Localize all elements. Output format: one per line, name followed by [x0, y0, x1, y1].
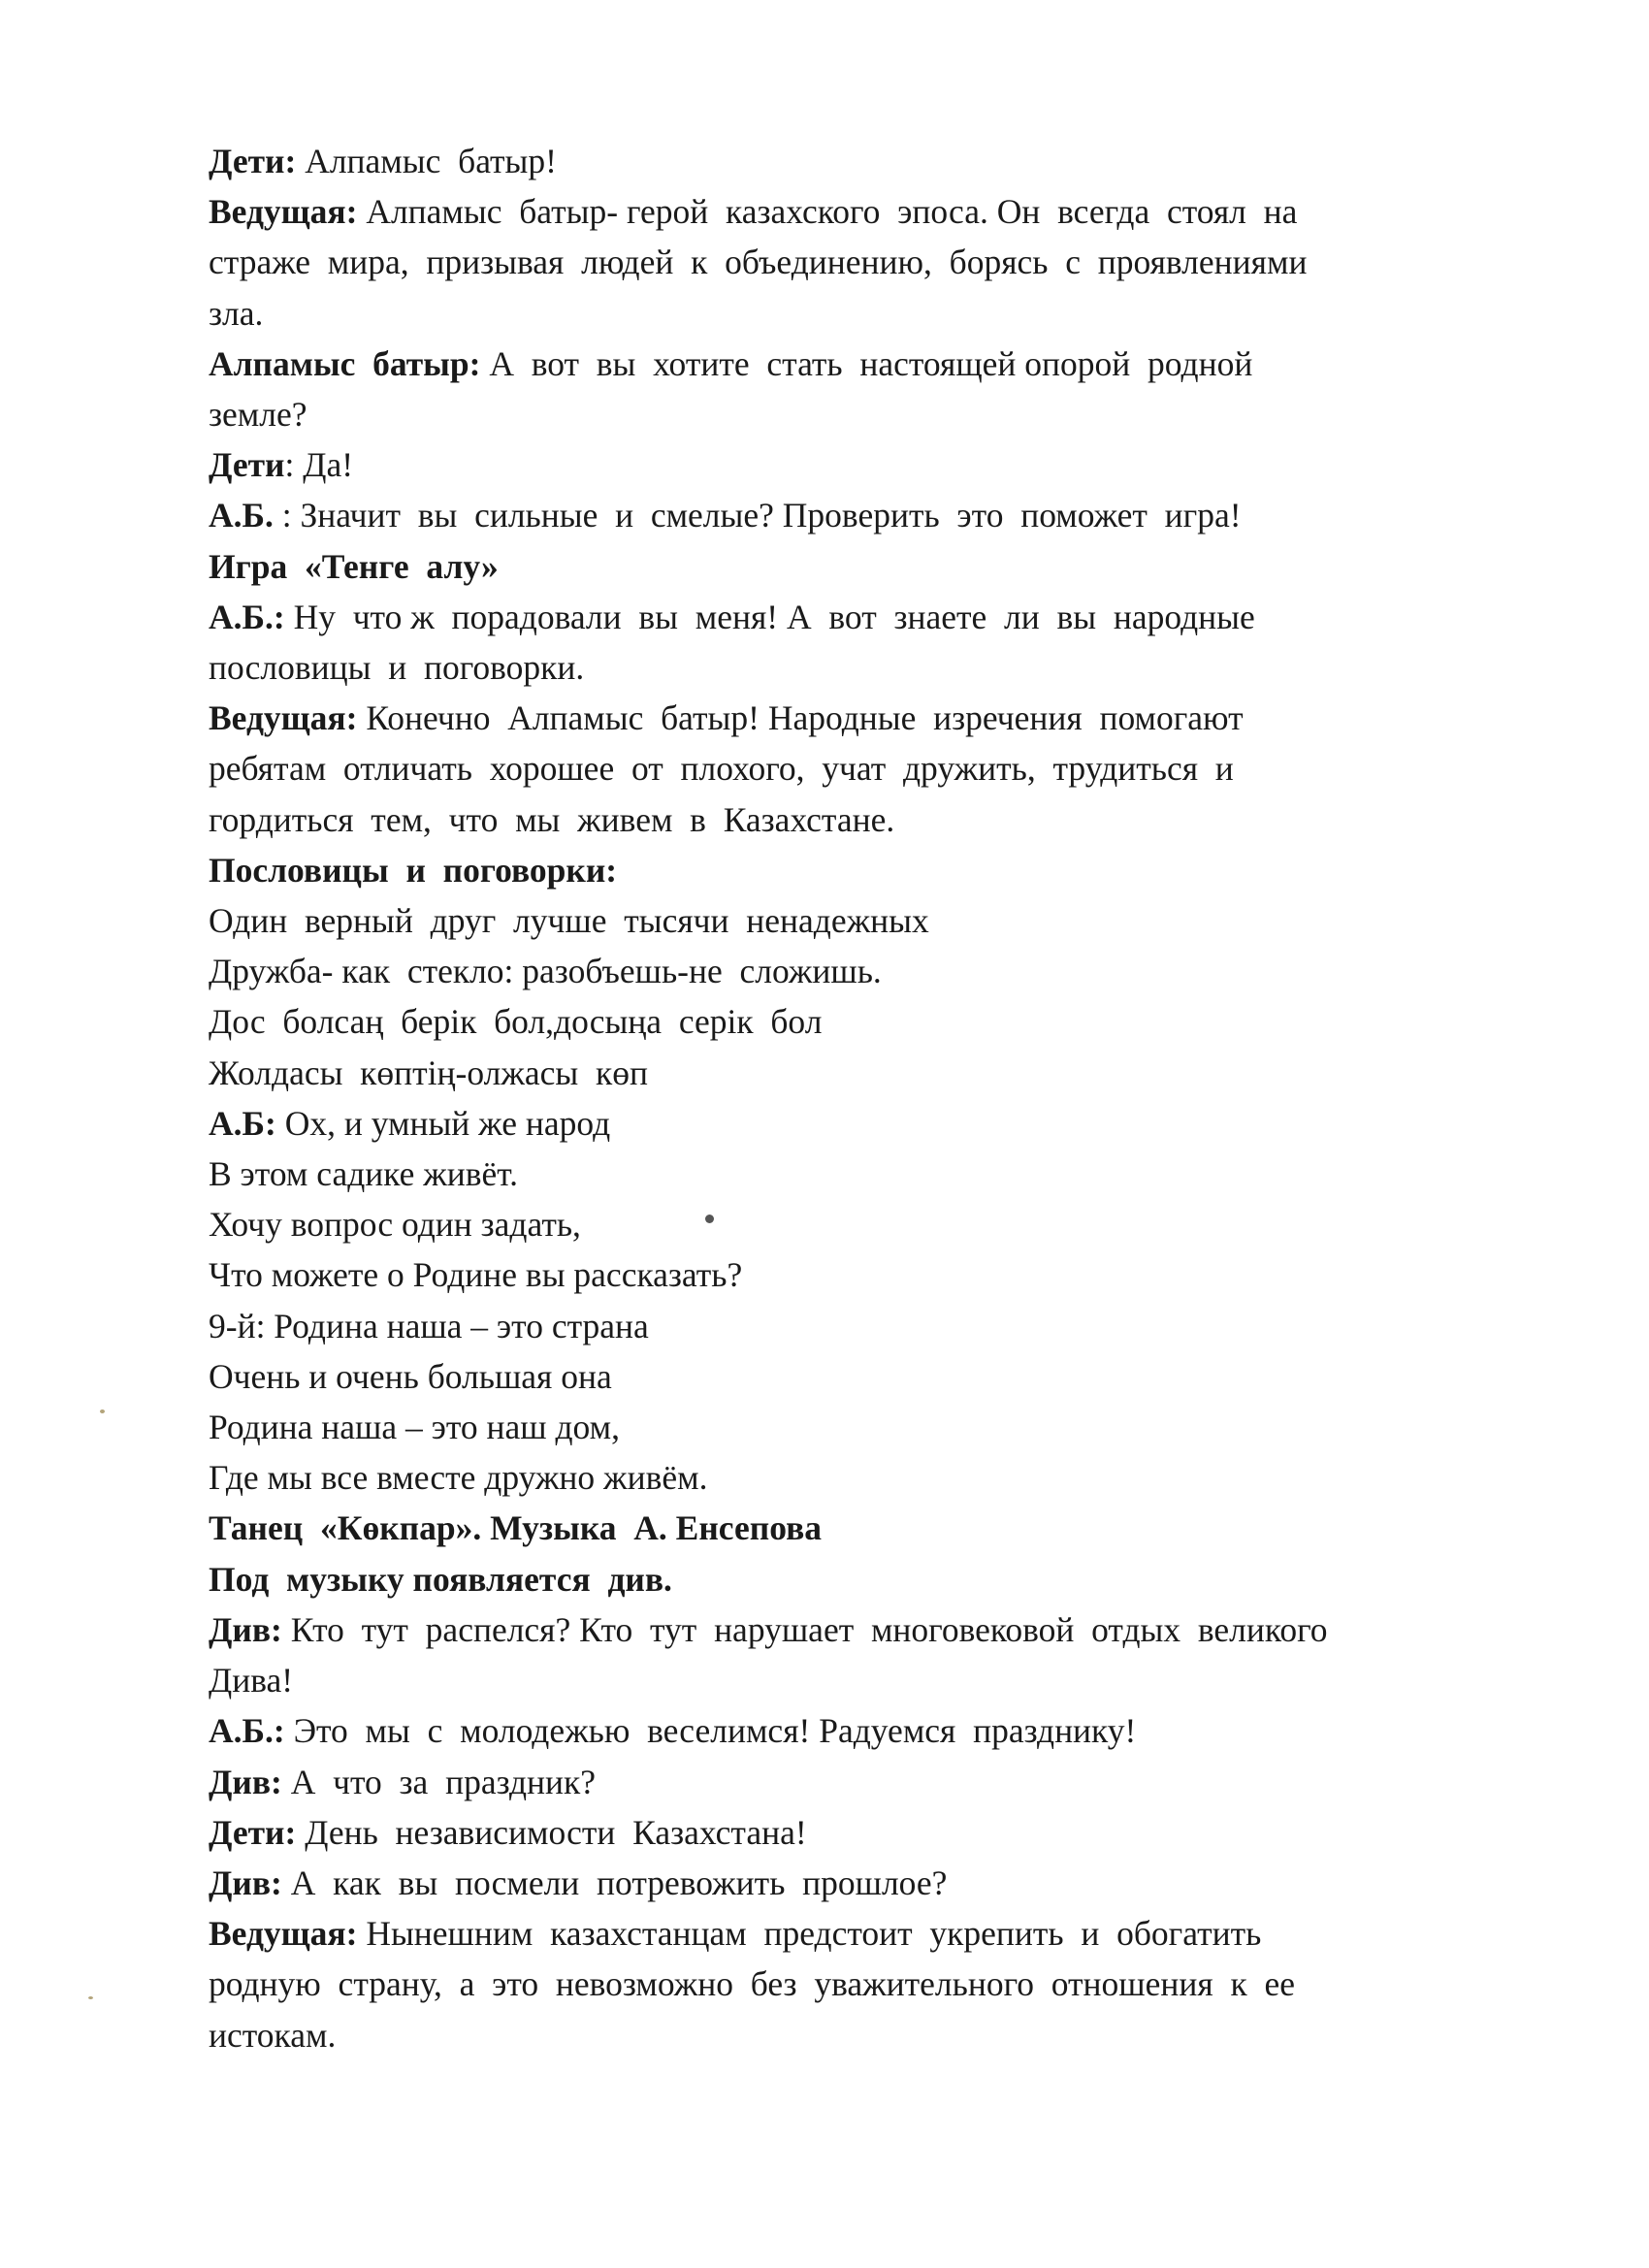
line-11: пословицы и поговорки. [209, 648, 585, 688]
line-10: А.Б.: Ну что ж порадовали вы меня! А вот знаете ли вы народные [209, 597, 1255, 636]
line-33: Див: А что за праздник? [209, 1762, 597, 1801]
line-2: Ведущая: Алпамыс батыр- герой казахского эпоса. Он всегда стоял на [209, 192, 1298, 232]
line-16: Один верный друг лучше тысячи ненадежных [209, 901, 929, 941]
line-34: Дети: День независимости Казахстана! [209, 1812, 807, 1852]
line-27: Где мы все вместе дружно живём. [209, 1458, 708, 1498]
line-26: Родина наша – это наш дом, [209, 1408, 620, 1447]
line-30: Див: Кто тут распелся? Кто тут нарушает многовековой отдых великого [209, 1609, 1328, 1649]
line-19: Жолдасы көптің-олжасы көп [209, 1053, 649, 1092]
scan-speck [705, 1215, 714, 1223]
line-36: Ведущая: Нынешним казахстанцам предстоит укрепить и обогатить [209, 1914, 1262, 1954]
line-28: Танец «Көкпар». Музыка А. Енсепова [209, 1508, 822, 1548]
line-8: А.Б. : Значит вы сильные и смелые? Проверить это поможет игра! [209, 496, 1242, 535]
line-22: Хочу вопрос один задать, [209, 1205, 581, 1245]
line-35: Див: А как вы посмели потревожить прошлое? [209, 1863, 948, 1902]
line-25: Очень и очень большая она [209, 1356, 612, 1396]
line-13: ребятам отличать хорошее от плохого, учат дружить, трудиться и [209, 749, 1234, 789]
line-5: Алпамыс батыр: А вот вы хотите стать настоящей опорой родной [209, 343, 1253, 383]
line-15: Пословицы и поговорки: [209, 850, 618, 890]
line-4: зла. [209, 293, 264, 333]
line-18: Дос болсаң берік бол,досыңа серік бол [209, 1002, 823, 1042]
line-32: А.Б.: Это мы с молодежью веселимся! Радуемся празднику! [209, 1711, 1137, 1751]
line-7: Дети: Да! [209, 445, 354, 485]
line-9: Игра «Тенге алу» [209, 546, 499, 586]
line-38: истокам. [209, 2015, 337, 2055]
line-23: Что можете о Родине вы рассказать? [209, 1255, 743, 1295]
document-page [209, 136, 1470, 2060]
line-24: 9-й: Родина наша – это страна [209, 1306, 649, 1345]
line-37: родную страну, а это невозможно без уважительного отношения к ее [209, 1964, 1295, 2004]
line-17: Дружба- как стекло: разобъешь-не сложишь. [209, 952, 882, 991]
scan-speck [100, 1409, 105, 1413]
line-6: земле? [209, 395, 307, 435]
line-1: Дети: Алпамыс батыр! [209, 142, 557, 180]
line-29: Под музыку появляется див. [209, 1559, 672, 1599]
line-20: А.Б: Ох, и умный же народ [209, 1103, 611, 1143]
line-31: Дива! [209, 1661, 294, 1701]
line-21: В этом садике живёт. [209, 1154, 519, 1194]
line-3: страже мира, призывая людей к объединению, борясь с проявлениями [209, 243, 1308, 282]
scan-speck [88, 1996, 93, 1999]
line-12: Ведущая: Конечно Алпамыс батыр! Народные изречения помогают [209, 698, 1244, 738]
line-14: гордиться тем, что мы живем в Казахстане. [209, 799, 895, 839]
